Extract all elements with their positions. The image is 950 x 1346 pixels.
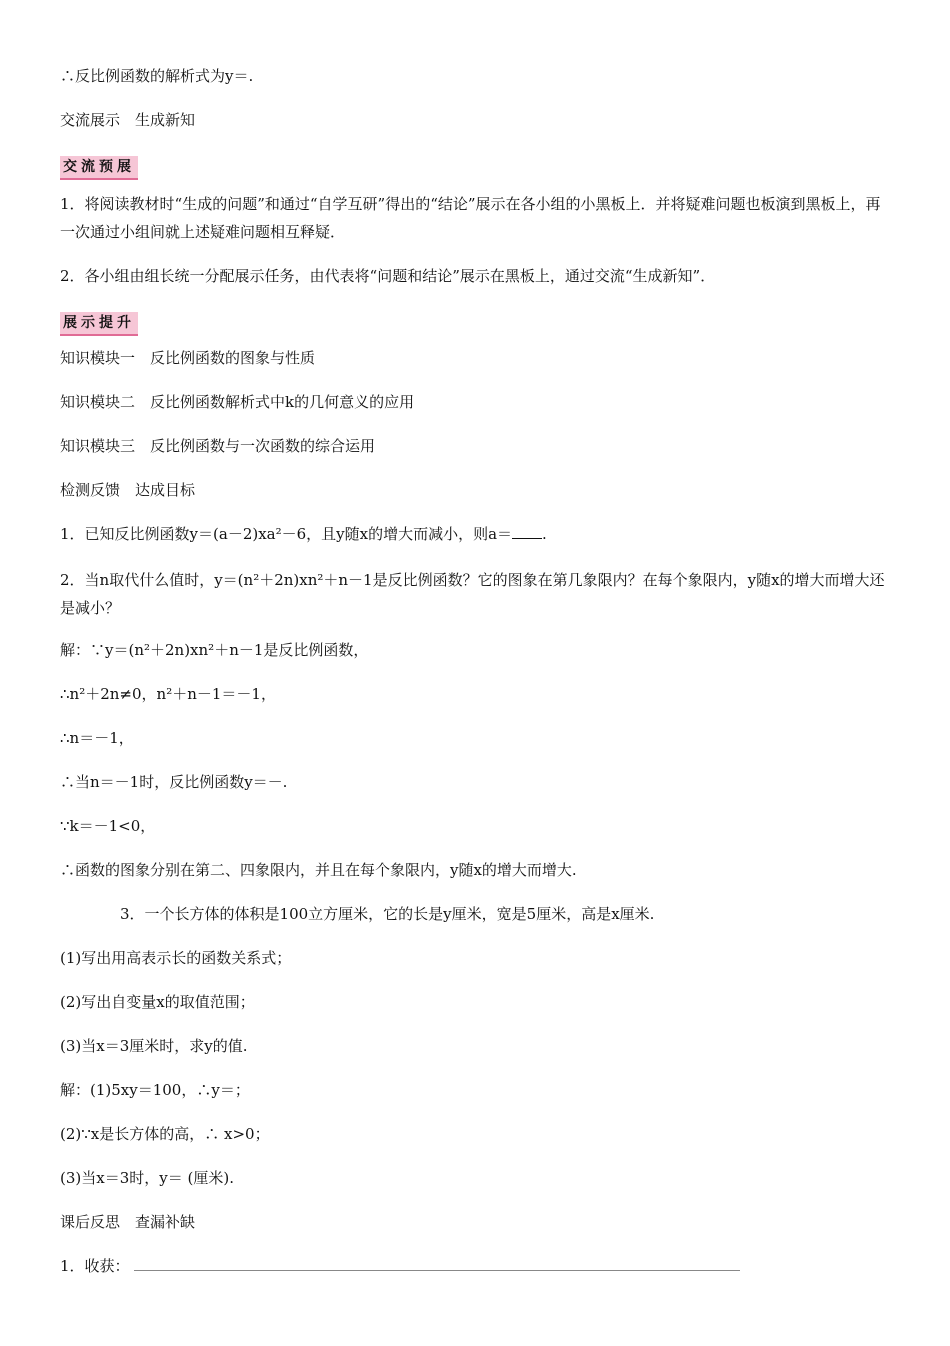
conclusion-line: ∴反比例函数的解析式为y＝. — [60, 67, 254, 85]
question-2: 2．当n取代什么值时，y＝(n²＋2n)xn²＋n－1是反比例函数？它的图象在第几象限内？在每个象限内，y随x的增大而增大还是减小？ — [60, 571, 885, 617]
paragraph-2: 2．各小组由组长统一分配展示任务，由代表将“问题和结论”展示在黑板上，通过交流“生成新知”． — [60, 267, 716, 285]
answer-line-1: 解：(1)5xy＝100，∴y＝； — [60, 1081, 250, 1099]
module-2: 知识模块二 反比例函数解析式中k的几何意义的应用 — [60, 393, 415, 411]
question-3-part-3: (3)当x＝3厘米时，求y的值. — [60, 1037, 248, 1055]
question-3-part-2: (2)写出自变量x的取值范围； — [60, 993, 255, 1011]
solution-line-1: 解：∵y＝(n²＋2n)xn²＋n－1是反比例函数， — [60, 641, 369, 659]
answer-line-2: (2)∵x是长方体的高，∴ x>0； — [60, 1125, 270, 1143]
module-3: 知识模块三 反比例函数与一次函数的综合运用 — [60, 437, 376, 455]
solution-line-4: ∴当n＝－1时，反比例函数y＝－. — [60, 773, 288, 791]
solution-line-3: ∴n＝－1， — [60, 729, 134, 747]
section-heading-reflect: 课后反思 查漏补缺 — [60, 1213, 196, 1231]
question-1-text: 1．已知反比例函数y＝(a－2)xa²－6，且y随x的增大而减小，则a＝ — [60, 525, 513, 543]
question-1-end: . — [542, 525, 547, 543]
solution-line-6: ∴函数的图象分别在第二、四象限内，并且在每个象限内，y随x的增大而增大. — [60, 861, 577, 879]
paragraph-1: 1．将阅读教材时“生成的问题”和通过“自学互研”得出的“结论”展示在各小组的小黑板上．并将疑难问题也板演到黑板上，再一次通过小组间就上述疑难问题相互释疑． — [60, 195, 881, 241]
section-heading-check: 检测反馈 达成目标 — [60, 481, 196, 499]
answer-line-3: (3)当x＝3时，y＝ (厘米). — [60, 1169, 234, 1187]
question-3-part-1: (1)写出用高表示长的函数关系式； — [60, 949, 292, 967]
solution-line-2: ∴n²＋2n≠0，n²＋n－1＝－1， — [60, 685, 276, 703]
question-3: 3．一个长方体的体积是100立方厘米，它的长是y厘米，宽是5厘米，高是x厘米. — [120, 905, 655, 923]
badge-exchange-preview: 交流预展 — [60, 156, 138, 180]
question-1 — [60, 524, 547, 544]
gain-blank — [134, 1256, 740, 1271]
module-1: 知识模块一 反比例函数的图象与性质 — [60, 349, 316, 367]
badge-show-improve: 展示提升 — [60, 312, 138, 336]
gain-line — [60, 1256, 740, 1276]
gain-label: 1．收获： — [60, 1257, 130, 1275]
section-heading-exchange: 交流展示 生成新知 — [60, 111, 196, 129]
solution-line-5: ∵k＝－1<0， — [60, 817, 156, 835]
answer-blank — [512, 524, 542, 539]
